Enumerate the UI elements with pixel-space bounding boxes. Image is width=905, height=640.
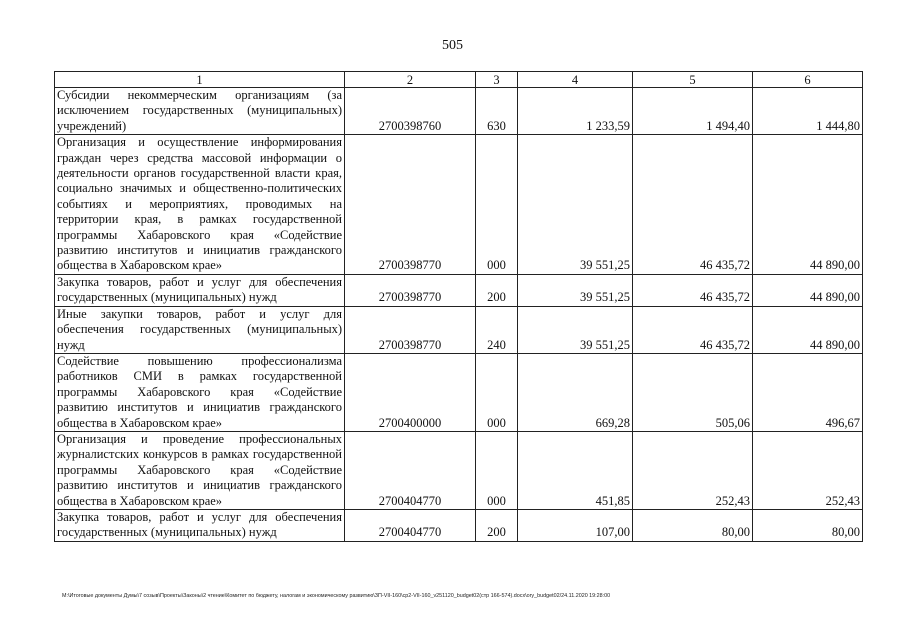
row-expense-type-cell: 000 [476,353,518,431]
table-row [55,509,863,541]
row-value-col6: 1 444,80 [753,88,863,135]
budget-table [54,71,863,542]
column-header: 2 [345,72,476,88]
row-name-cell: Содействие повышению профессионализма работников СМИ в рамках государственной программы Хабаровского края «Содействие развитию институтов и инициатив гражданского общества в Хабаровском крае» [55,353,345,431]
row-value-col4: 39 551,25 [518,274,633,306]
table-header-row [55,72,863,88]
row-name-cell: Организация и осуществление информирования граждан через средства массовой информации о деятельности органов государственной власти края, социально значимых и общественно-политических событиях и мероприятиях, проводимых на территории края, в рамках государственной программы Хабаровского края «Содействие развитию институтов и инициатив гражданского общества в Хабаровском крае» [55,135,345,275]
column-header: 5 [633,72,753,88]
row-value-col6: 252,43 [753,431,863,509]
column-header: 3 [476,72,518,88]
row-value-col5: 46 435,72 [633,135,753,275]
row-name-cell: Организация и проведение профессиональных журналистских конкурсов в рамках государственной программы Хабаровского края «Содействие развитию институтов и инициатив гражданского общества в Хабаровском крае» [55,431,345,509]
row-name-cell: Иные закупки товаров, работ и услуг для обеспечения государственных (муниципальных) нужд [55,306,345,353]
row-expense-type-cell: 000 [476,431,518,509]
row-expense-type-cell: 240 [476,306,518,353]
row-code-cell: 2700398760 [345,88,476,135]
column-header: 1 [55,72,345,88]
row-name-cell: Закупка товаров, работ и услуг для обеспечения государственных (муниципальных) нужд [55,509,345,541]
table-row [55,135,863,275]
row-code-cell: 2700398770 [345,274,476,306]
row-value-col4: 107,00 [518,509,633,541]
row-value-col4: 1 233,59 [518,88,633,135]
row-value-col6: 44 890,00 [753,135,863,275]
row-value-col5: 1 494,40 [633,88,753,135]
row-code-cell: 2700398770 [345,306,476,353]
row-name-cell: Субсидии некоммерческим организациям (за исключением государственных (муниципальных) учреждений) [55,88,345,135]
row-code-cell: 2700398770 [345,135,476,275]
table-row [55,431,863,509]
row-value-col5: 505,06 [633,353,753,431]
row-value-col4: 39 551,25 [518,306,633,353]
page-number: 505 [442,38,463,53]
row-value-col4: 39 551,25 [518,135,633,275]
table-row [55,88,863,135]
row-value-col6: 44 890,00 [753,306,863,353]
row-value-col5: 46 435,72 [633,274,753,306]
row-expense-type-cell: 200 [476,274,518,306]
row-value-col6: 44 890,00 [753,274,863,306]
table-row [55,274,863,306]
row-expense-type-cell: 000 [476,135,518,275]
row-value-col5: 80,00 [633,509,753,541]
row-value-col4: 451,85 [518,431,633,509]
row-code-cell: 2700400000 [345,353,476,431]
column-header: 6 [753,72,863,88]
table-row [55,306,863,353]
row-value-col4: 669,28 [518,353,633,431]
table-row [55,353,863,431]
row-value-col6: 80,00 [753,509,863,541]
row-value-col6: 496,67 [753,353,863,431]
row-expense-type-cell: 200 [476,509,518,541]
column-header: 4 [518,72,633,88]
row-code-cell: 2700404770 [345,431,476,509]
row-code-cell: 2700404770 [345,509,476,541]
row-value-col5: 46 435,72 [633,306,753,353]
row-name-cell: Закупка товаров, работ и услуг для обеспечения государственных (муниципальных) нужд [55,274,345,306]
row-expense-type-cell: 630 [476,88,518,135]
document-file-path: M:\Итоговые документы Думы\7 созыв\Проекты\Законы\2 чтение\Комитет по бюджету, налогам и экономическому развитию\ЗП-VII-160\сp2-VII-160_v251120_budget02(стр 166-574).docx\ory_budget02/24.11.2020 19:28:00 [62,593,611,599]
row-value-col5: 252,43 [633,431,753,509]
